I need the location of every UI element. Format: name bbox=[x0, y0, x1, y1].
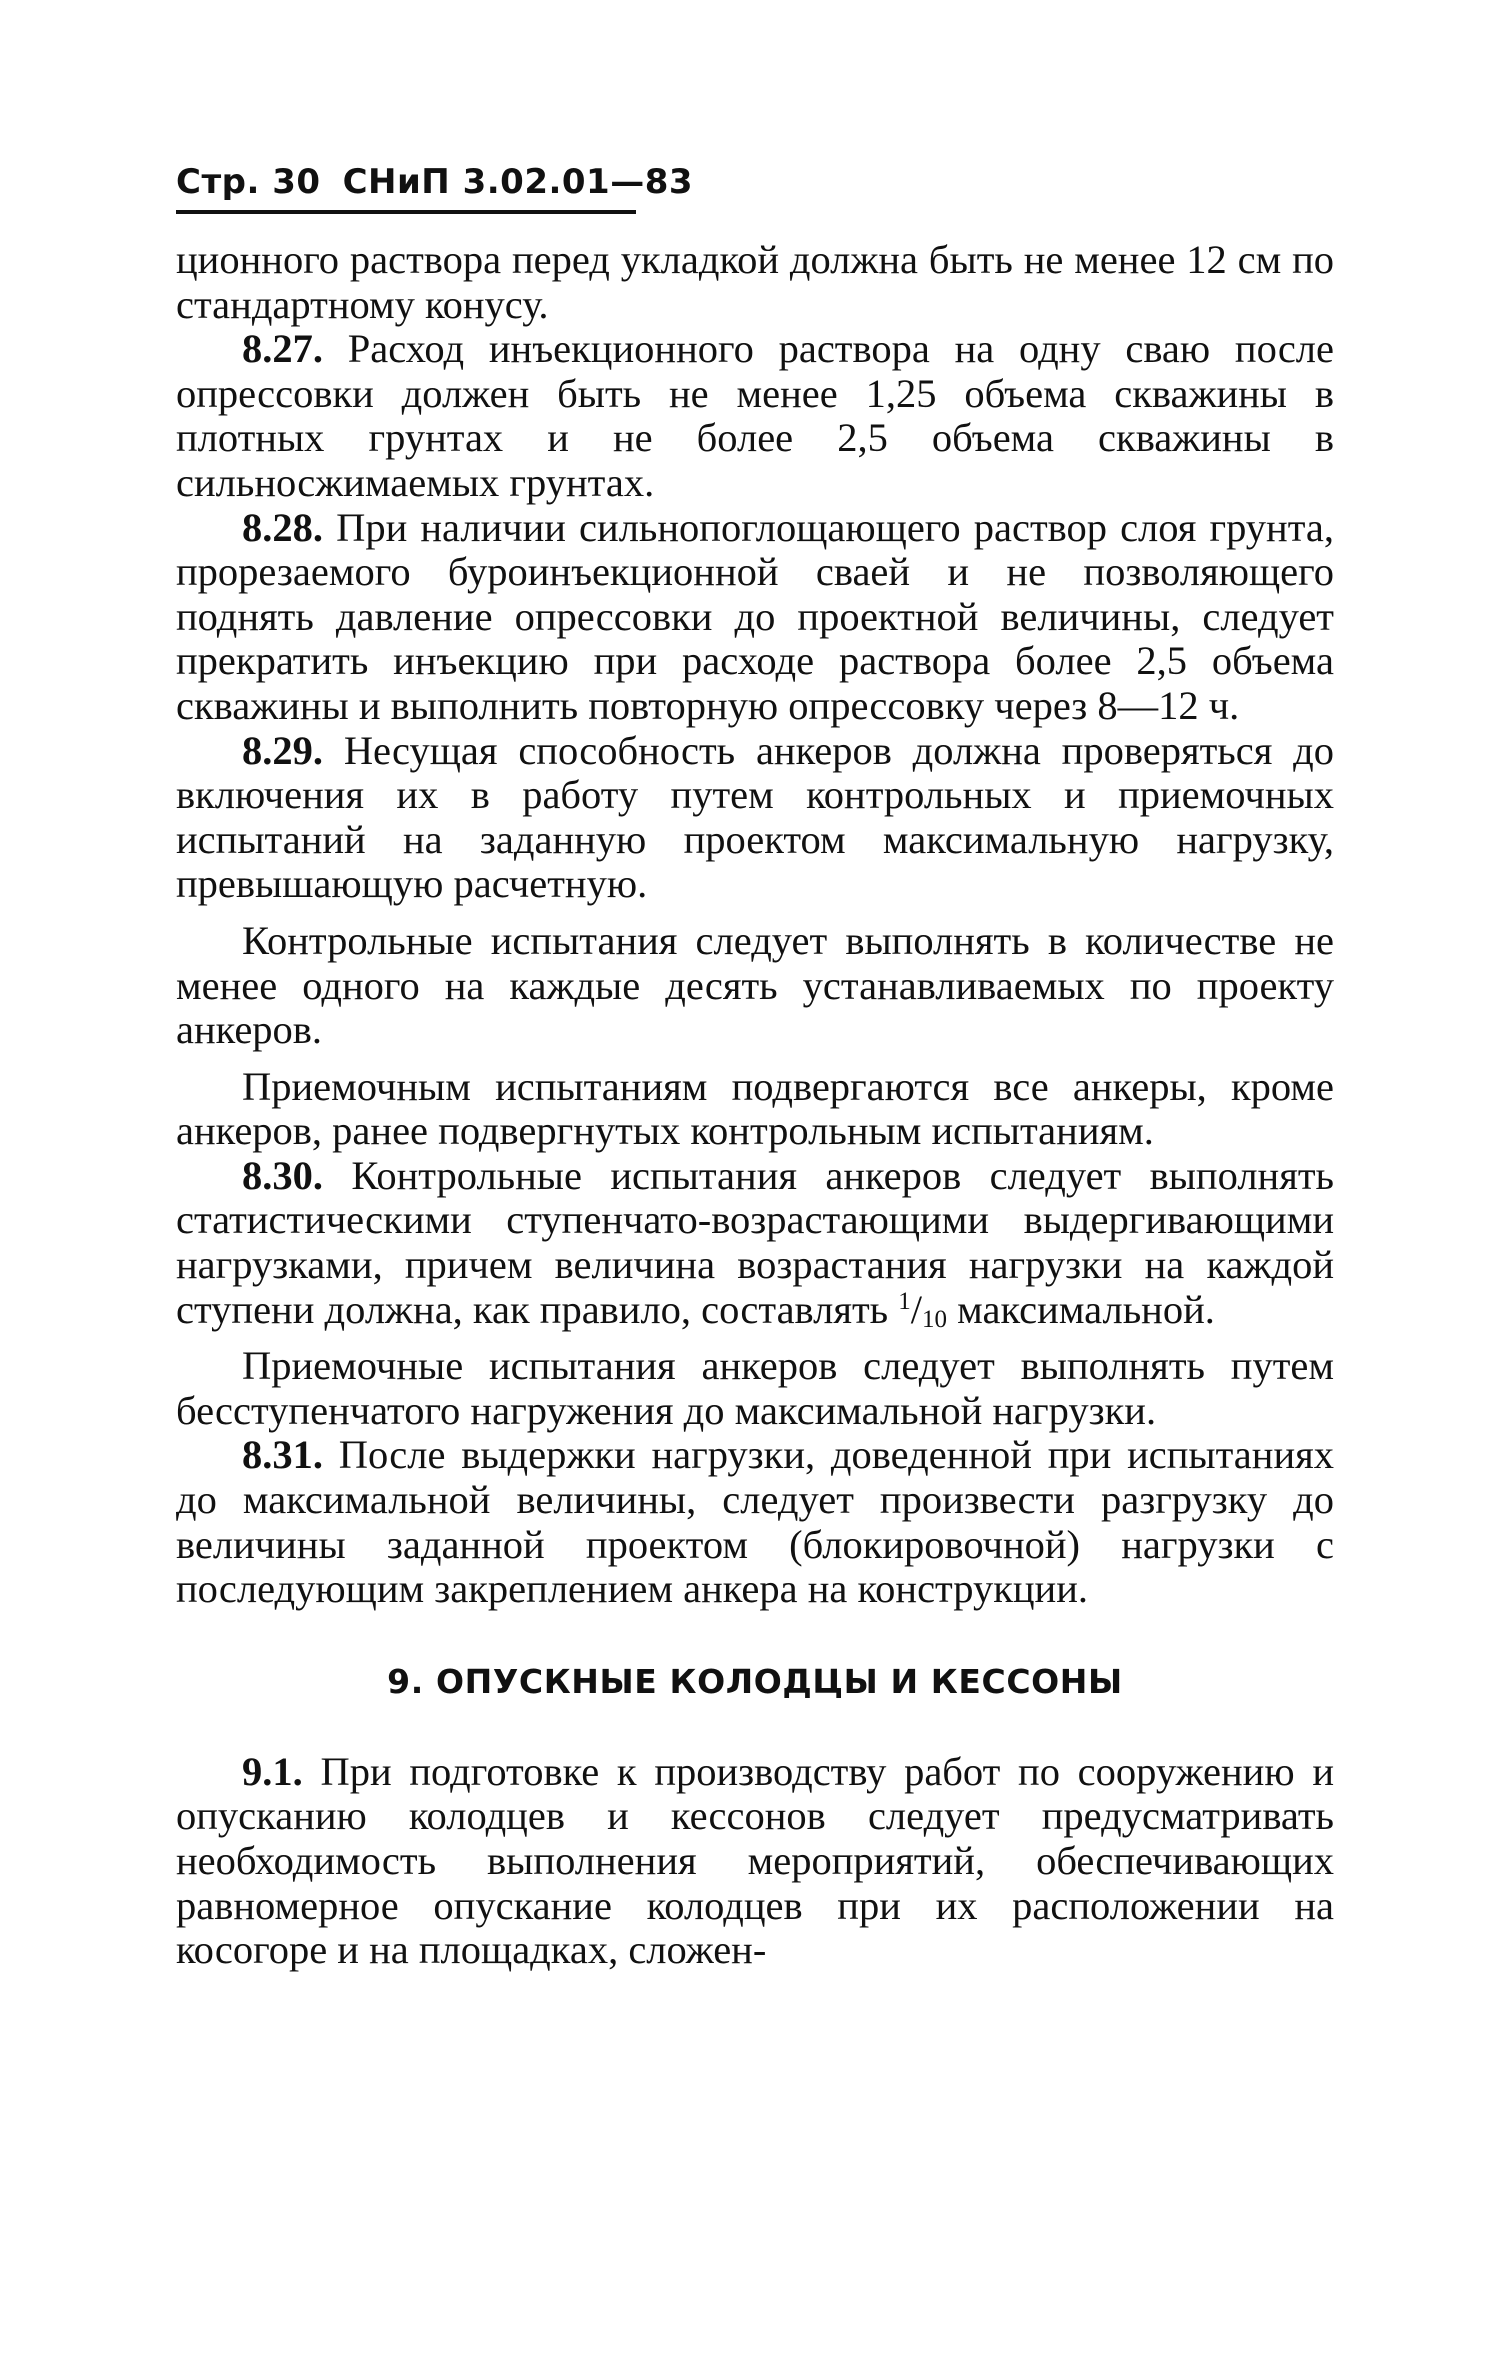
clause-text: Расход инъекционного раствора на одну сваю после опрессовки должен быть не менее 1,25 объема скважины в плотных грунтах и не более 2,5 объема скважины в сильносжимаемых грунтах. bbox=[176, 326, 1334, 505]
header-rule bbox=[176, 210, 636, 214]
clause-text: При наличии сильнопоглощающего раствор слоя грунта, прорезаемого буроинъекционной сваей и не позволяющего поднять давление опрессовки до проектной величины, следует прекратить инъекцию при расходе раствора более 2,5 объема скважины и выполнить повторную опрессовку через 8—12 ч. bbox=[176, 504, 1334, 728]
fraction-numerator: 1 bbox=[898, 1287, 911, 1315]
clause-number: 8.31. bbox=[242, 1432, 323, 1478]
clause-9-1 bbox=[176, 1750, 1334, 1973]
paragraph-text: ционного раствора перед укладкой должна быть не менее 12 см по стандартному конусу. bbox=[176, 237, 1334, 327]
body-text bbox=[176, 238, 1334, 1973]
paragraph-acceptance-method bbox=[176, 1344, 1334, 1433]
paragraph-text: Приемочные испытания анкеров следует выполнять путем бесступенчатого нагружения до максимальной нагрузки. bbox=[176, 1343, 1334, 1433]
document-page bbox=[176, 160, 1334, 1973]
page-label: Стр. 30 bbox=[176, 162, 321, 202]
clause-text-end: максимальной. bbox=[957, 1286, 1215, 1332]
fraction-one-tenth: $^1/_{10}$ bbox=[898, 1286, 948, 1333]
continued-paragraph bbox=[176, 238, 1334, 327]
paragraph-text: Контрольные испытания следует выполнять в количестве не менее одного на каждые десять устанавливаемых по проекту анкеров. bbox=[176, 917, 1334, 1053]
clause-8-31 bbox=[176, 1433, 1334, 1611]
clause-text: При подготовке к производству работ по сооружению и опусканию колодцев и кессонов следует предусматривать необходимость выполнения мероприятий, обеспечивающих равномерное опускание колодцев при их расположении на косогоре и на площадках, сложен- bbox=[176, 1748, 1334, 1973]
clause-8-27 bbox=[176, 327, 1334, 505]
clause-number: 8.29. bbox=[242, 727, 323, 773]
clause-number: 8.30. bbox=[242, 1152, 323, 1198]
clause-text: Несущая способность анкеров должна проверяться до включения их в работу путем контрольных и приемочных испытаний на заданную проектом максимальную нагрузку, превышающую расчетную. bbox=[176, 727, 1335, 907]
document-code: СНиП 3.02.01—83 bbox=[342, 162, 694, 202]
clause-text: После выдержки нагрузки, доведенной при испытаниях до максимальной величины, следует произвести разгрузку до величины заданной проектом (блокировочной) нагрузки с последующим закреплением анкера на конструкции. bbox=[176, 1432, 1334, 1612]
clause-number: 8.27. bbox=[242, 326, 323, 372]
clause-number: 9.1. bbox=[242, 1748, 303, 1794]
running-header bbox=[176, 160, 1334, 204]
paragraph-control-tests bbox=[176, 919, 1334, 1053]
clause-8-30 bbox=[176, 1154, 1334, 1332]
clause-text: Контрольные испытания анкеров следует выполнять статистическими ступенчато-возрастающими выдергивающими нагрузками, причем величина возрастания нагрузки на каждой ступени должна, как правило, составлять bbox=[176, 1152, 1335, 1332]
clause-number: 8.28. bbox=[242, 504, 323, 550]
clause-8-29 bbox=[176, 729, 1334, 907]
paragraph-acceptance-tests bbox=[176, 1065, 1334, 1154]
clause-8-28 bbox=[176, 506, 1334, 729]
fraction-denominator: 10 bbox=[922, 1305, 948, 1333]
section-heading: 9. ОПУСКНЫЕ КОЛОДЦЫ И КЕССОНЫ bbox=[387, 1661, 1123, 1701]
paragraph-text: Приемочным испытаниям подвергаются все анкеры, кроме анкеров, ранее подвергнутых контрольным испытаниям. bbox=[176, 1063, 1334, 1154]
